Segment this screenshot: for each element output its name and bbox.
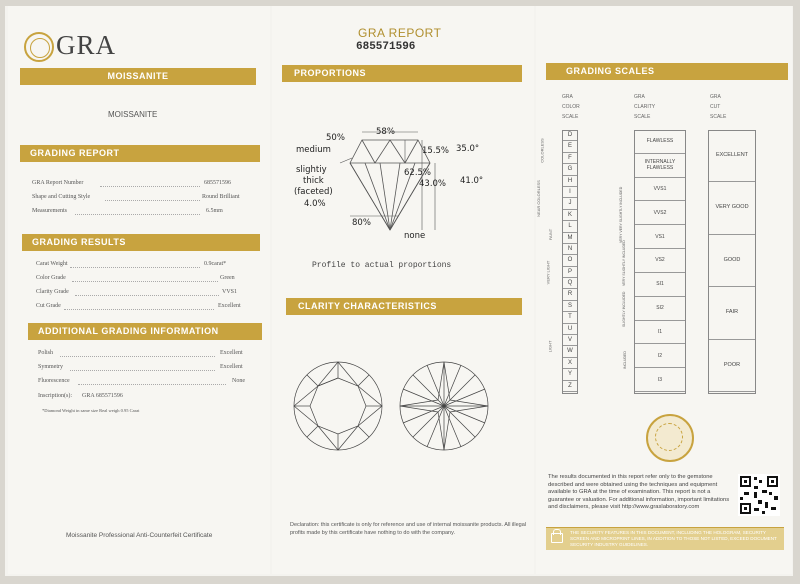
section-grading-report-title: GRADING REPORT <box>30 148 120 158</box>
diamond-profile <box>350 140 430 230</box>
pavilion-angle: 41.0° <box>460 176 484 186</box>
report-number: 685571596 <box>356 41 416 53</box>
color-grade-cell: T <box>563 312 577 323</box>
section-grading-results-title: GRADING RESULTS <box>32 237 126 247</box>
cut-grade-cell: VERY GOOD <box>709 182 755 234</box>
color-grade-cell: G <box>563 164 577 175</box>
fluorescence-label: Fluorescence <box>38 378 70 384</box>
inscription-label: Inscription(s): <box>38 393 72 399</box>
gra-logo-icon <box>24 32 54 62</box>
dotted-leader <box>78 384 226 385</box>
section-grading-report <box>20 145 260 162</box>
dotted-leader <box>105 200 200 201</box>
dotted-leader <box>70 267 200 268</box>
report-number-value: 685571596 <box>204 180 231 186</box>
clarity-grade-cell: VVS2 <box>635 201 685 225</box>
polish-label: Polish <box>38 350 54 356</box>
color-header-l2: COLOR <box>562 104 580 110</box>
color-grade-cell: S <box>563 301 577 312</box>
culet-value: none <box>404 231 426 241</box>
color-grade-label: Color Grade <box>36 275 66 281</box>
dotted-leader <box>75 214 200 215</box>
middle-panel <box>272 6 534 574</box>
dotted-leader <box>75 295 219 296</box>
girdle-label: medium <box>296 145 331 155</box>
color-grade-cell: X <box>563 358 577 369</box>
clarity-group-vs: VERY SLIGHTLY INCLUDED <box>622 240 626 286</box>
color-grade-cell: V <box>563 335 577 346</box>
section-grading-scales <box>546 63 788 80</box>
color-grade-cell: O <box>563 255 577 266</box>
color-header-l1: GRA <box>562 94 573 100</box>
color-grade-cell: U <box>563 324 577 335</box>
color-grade-cell: P <box>563 267 577 278</box>
clarity-grade-label: Clarity Grade <box>36 289 69 295</box>
cut-scale-header <box>710 92 726 122</box>
dotted-leader <box>70 370 215 371</box>
dotted-leader <box>100 186 200 187</box>
section-proportions-title: PROPORTIONS <box>294 68 367 78</box>
color-grade-cell: Q <box>563 278 577 289</box>
report-title: GRA REPORT <box>358 26 442 40</box>
shape-label: Shape and Cutting Style <box>32 194 91 200</box>
total-depth: 62.5% <box>404 168 432 178</box>
gra-seal-icon <box>646 414 694 462</box>
color-grade-cell: H <box>563 176 577 187</box>
measurements-value: 6.5mm <box>206 208 223 214</box>
girdle-label-4: (faceted) <box>294 187 333 197</box>
clarity-grade-cell: SI2 <box>635 297 685 321</box>
disclaimer-text: The results documented in this report refer only to the gemstone described and were obtained using the techniques and equipment available to GRA at the time of examination. This report is not a guarantee or valuation. For additional information, important limitations and disclaimers, please visit http://www.graslaboratory.com <box>548 474 730 511</box>
clarity-grade-cell: I2 <box>635 344 685 368</box>
clarity-grade-cell: I3 <box>635 368 685 392</box>
color-header-l3: SCALE <box>562 114 579 120</box>
brand-logo-text: GRA <box>56 30 117 60</box>
cut-grade-label: Cut Grade <box>36 303 61 309</box>
pavilion-depth: 43.0% <box>419 179 447 189</box>
color-grade-cell: L <box>563 221 577 232</box>
color-grade-cell: E <box>563 141 577 152</box>
section-additional-title: ADDITIONAL GRADING INFORMATION <box>38 326 219 336</box>
clarity-grade-cell: I1 <box>635 321 685 345</box>
table-pct: 58% <box>376 127 395 137</box>
color-grade-value: Green <box>220 275 235 281</box>
clarity-header-l2: CLARITY <box>634 104 656 110</box>
security-strip <box>546 527 784 550</box>
carat-value: 0.9carat* <box>204 261 227 267</box>
clarity-grade-cell: VS2 <box>635 249 685 273</box>
dotted-leader <box>64 309 214 310</box>
crown-angle: 35.0° <box>456 144 480 154</box>
color-grade-cell: R <box>563 289 577 300</box>
cut-grade-cell: EXCELLENT <box>709 130 755 182</box>
cut-header-l2: CUT <box>710 104 721 110</box>
clarity-grade-value: VVS1 <box>222 289 238 295</box>
section-additional-info <box>28 323 262 340</box>
profile-caption: Profile to actual proportions <box>312 261 452 270</box>
girdle-label-3: thick <box>303 176 324 186</box>
cut-grade-cell: POOR <box>709 340 755 392</box>
girdle-value: 4.0% <box>304 199 326 209</box>
cut-grade-cell: FAIR <box>709 287 755 339</box>
dotted-leader <box>60 356 215 357</box>
color-group-faint: FAINT <box>548 228 554 241</box>
clarity-group-vvs: VERY VERY SLIGHTLY INCLUDED <box>619 186 623 243</box>
declaration-text: Declaration: this certificate is only for reference and use of internal moissanite products. All illegal profits made by this certificate have nothing to do with the company. <box>290 522 527 536</box>
lower-half-pct: 80% <box>352 218 371 228</box>
color-grade-cell: J <box>563 198 577 209</box>
color-group-light: LIGHT <box>547 340 553 353</box>
clarity-group-i: INCLUDED <box>623 351 627 369</box>
color-grade-cell: I <box>563 187 577 198</box>
clarity-crown-diagram <box>292 360 384 452</box>
section-clarity-title: CLARITY CHARACTERISTICS <box>298 301 437 311</box>
cut-grade-cell: GOOD <box>709 235 755 287</box>
color-grade-cell: M <box>563 233 577 244</box>
crown-left-pct: 50% <box>326 133 345 143</box>
clarity-grade-cell: VS1 <box>635 225 685 249</box>
clarity-group-si: SLIGHTLY INCLUDED <box>622 291 626 327</box>
color-grade-cell: W <box>563 346 577 357</box>
inscription-value: GRA 685571596 <box>82 393 123 399</box>
left-footer: Moissanite Professional Anti-Counterfeit Certificate <box>66 532 213 539</box>
clarity-grade-cell: VVS1 <box>635 178 685 202</box>
clarity-header-l1: GRA <box>634 94 645 100</box>
section-proportions <box>282 65 522 82</box>
cut-grade-value: Excellent <box>218 303 241 309</box>
cut-header-l1: GRA <box>710 94 721 100</box>
fluorescence-value: None <box>232 378 245 384</box>
carat-label: Carat Weight <box>36 261 68 267</box>
report-number-label: GRA Report Number <box>32 180 84 186</box>
color-grade-cell: D <box>563 130 577 141</box>
clarity-grade-cell: FLAWLESS <box>635 130 685 154</box>
symmetry-label: Symmetry <box>38 364 63 370</box>
color-group-very-light: VERY LIGHT <box>545 260 551 285</box>
section-clarity <box>286 298 522 315</box>
color-grade-cell: F <box>563 153 577 164</box>
polish-value: Excellent <box>220 350 243 356</box>
clarity-scale-header <box>634 92 655 122</box>
weight-footnote: *Diamond Weight in same size Real weigh 0.95 Carat <box>42 408 140 413</box>
color-scale-header <box>562 92 580 122</box>
girdle-label-2: slightiy <box>296 165 327 175</box>
shape-value: Round Brilliant <box>202 194 240 200</box>
moissanite-value: MOISSANITE <box>108 110 158 119</box>
cut-header-l3: SCALE <box>710 114 727 120</box>
clarity-pavilion-diagram <box>398 360 490 452</box>
security-text: THE SECURITY FEATURES IN THIS DOCUMENT, INCLUDING THE HOLOGRAM, SECURITY SCREEN AND MICROPRINT LINES, IN ADDITION TO THOSE NOT LISTED, EXCEED DOCUMENT SECURITY INDUSTRY GUIDELINES. <box>570 530 777 547</box>
section-moissanite-title: MOISSANITE <box>107 71 169 81</box>
color-group-colorless: COLORLESS <box>539 138 545 163</box>
color-grade-cell: N <box>563 244 577 255</box>
clarity-header-l3: SCALE <box>634 114 651 120</box>
color-group-near-colorless: NEAR COLORLESS <box>535 180 541 217</box>
section-moissanite <box>20 68 256 85</box>
section-grading-results <box>22 234 260 251</box>
symmetry-value: Excellent <box>220 364 243 370</box>
clarity-grade-cell: SI1 <box>635 273 685 297</box>
clarity-grade-cell: INTERNALLY FLAWLESS <box>635 154 685 178</box>
section-scales-title: GRADING SCALES <box>566 66 655 76</box>
color-grade-cell: Z <box>563 381 577 392</box>
dotted-leader <box>72 281 218 282</box>
crown-height: 15.5% <box>422 146 450 156</box>
measurements-label: Measurements <box>32 208 67 214</box>
color-grade-cell: K <box>563 210 577 221</box>
qr-code-icon <box>738 474 780 516</box>
color-grade-cell: Y <box>563 369 577 380</box>
proportions-diagram <box>280 118 530 243</box>
